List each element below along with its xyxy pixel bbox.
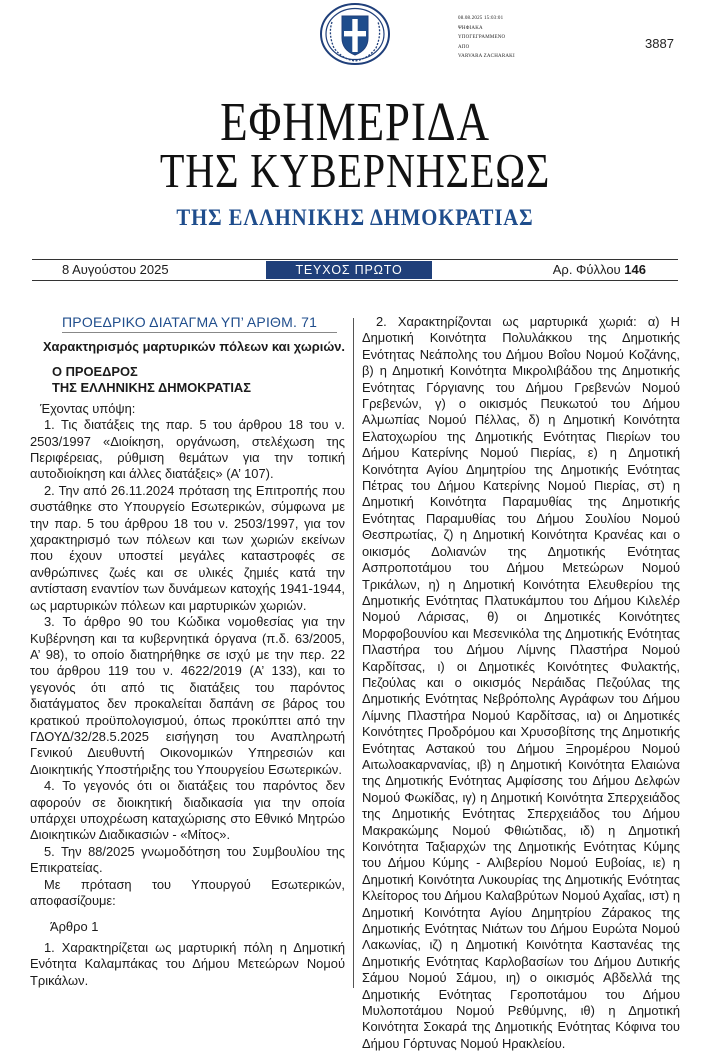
paragraph-5: 5. Την 88/2025 γνωμοδότηση του Συμβουλίου της Επικρατείας. bbox=[30, 843, 345, 876]
left-column bbox=[30, 314, 345, 989]
paragraph-4: 4. Το γεγονός ότι οι διατάξεις του παρόντος δεν αφορούν σε διοικητική διαδικασία για την οποία υπάρχει υποχρέωση καταχώρισης στο Εθνικό Μητρώο Διοικητικών Διαδικασιών - «Μίτος». bbox=[30, 778, 345, 843]
stamp-line: 08.08.2025 15:03:01 bbox=[458, 16, 504, 21]
header-rule-bottom bbox=[32, 280, 678, 281]
proposal-line: Με πρόταση του Υπουργού Εσωτερικών, αποφασίζουμε: bbox=[30, 876, 345, 908]
masthead-republic: ΤΗΣ ΕΛΛΗΝΙΚΗΣ ΔΗΜΟΚΡΑΤΙΑΣ bbox=[176, 205, 534, 230]
masthead-subtitle: ΤΗΣ ΚΥΒΕΡΝΗΣΕΩΣ bbox=[159, 143, 551, 198]
masthead-title: ΕΦΗΜΕΡΙΔΑ bbox=[220, 91, 490, 152]
decree-title: ΠΡΟΕΔΡΙΚΟ ΔΙΑΤΑΓΜΑ ΥΠ’ ΑΡΙΘΜ. 71 bbox=[62, 314, 337, 333]
stamp-line: ΑΠΟ bbox=[458, 44, 470, 50]
greek-coat-of-arms-icon bbox=[318, 2, 392, 66]
paragraph-2: 2. Την από 26.11.2024 πρόταση της Επιτροπής που συστάθηκε στο Υπουργείο Εσωτερικών, σύμφωνα με την παρ. 5 του άρθρου 18 του ν. 2503/1997, για τον χαρακτηρισμό των πόλεων και των χωριών εκείνων που έχουν υποστεί μεγάλες καταστροφές σε ανθρώπινες ζωές και σε υλικές ζημιές κατά την αντίσταση εναντίον των δυνάμεων κατοχής 1941-1944, ως μαρτυρικών πόλεων και μαρτυρικών χωριών. bbox=[30, 482, 345, 613]
right-column bbox=[362, 314, 680, 1052]
decree-subject: Χαρακτηρισμός μαρτυρικών πόλεων και χωριών. bbox=[42, 339, 345, 355]
article-title: Άρθρο 1 bbox=[50, 919, 99, 935]
stamp-line: VARVARA ZACHARAKI bbox=[458, 54, 515, 60]
sheet-number-label bbox=[553, 262, 646, 277]
sheet-number: 146 bbox=[624, 262, 646, 277]
article-paragraph-1: 1. Χαρακτηρίζεται ως μαρτυρική πόλη η Δημοτική Ενότητα Καλαμπάκας του Δήμου Μετεώρων Νομού Τρικάλων. bbox=[30, 939, 345, 988]
issue-banner: ΤΕΥΧΟΣ ΠΡΩΤΟ bbox=[266, 261, 432, 279]
stamp-line: ΨΗΦΙΑΚΑ bbox=[458, 25, 483, 31]
president-line-1: Ο ΠΡΟΕΔΡΟΣ bbox=[52, 363, 138, 379]
considering-label: Έχοντας υπόψη: bbox=[40, 400, 136, 416]
paragraph-1: 1. Τις διατάξεις της παρ. 5 του άρθρου 18 του ν. 2503/1997 «Διοίκηση, οργάνωση, στελέχωση της Περιφέρειας, ρύθμιση θεμάτων για την τοπική αυτοδιοίκηση και άλλες διατάξεις» (Α’ 107). bbox=[30, 417, 345, 482]
stamp-line: ΥΠΟΓΕΓΡΑΜΜΕΝΟ bbox=[458, 35, 506, 41]
page-number: 3887 bbox=[645, 36, 674, 51]
header-rule-top bbox=[32, 259, 678, 260]
sheet-label-text: Αρ. Φύλλου bbox=[552, 262, 621, 277]
paragraph-3: 3. Το άρθρο 90 του Κώδικα νομοθεσίας για την Κυβέρνηση και τα κυβερνητικά όργανα (π.δ. 63/2005, Α’ 98), το οποίο διατηρήθηκε σε ισχύ με την περ. 22 του άρθρου 119 του ν. 4622/2019 (Α’ 133), και το γεγονός ότι από τις διατάξεις του παρόντος διατάγματος δεν προκαλείται δαπάνη σε βάρος του κρατικού προϋπολογισμού, όπως προκύπτει από την ΓΔΟΥΔ/32/28.5.2025 εισήγηση του Αναπληρωτή Γενικού Διευθυντή Οικονομικών Υπηρεσιών και Διοικητικής Υποστήριξης του Υπουργείου Εσωτερικών. bbox=[30, 614, 345, 777]
president-line-2: ΤΗΣ ΕΛΛΗΝΙΚΗΣ ΔΗΜΟΚΡΑΤΙΑΣ bbox=[52, 379, 251, 395]
issue-date: 8 Αυγούστου 2025 bbox=[62, 262, 169, 277]
column-divider bbox=[353, 318, 354, 988]
digital-signature-stamp bbox=[458, 14, 515, 62]
article-paragraph-2: 2. Χαρακτηρίζονται ως μαρτυρικά χωριά: α) Η Δημοτική Κοινότητα Πολυλάκκου της Δημοτικής Ενότητας Νεάπολης του Δήμου Βοΐου Νομού Κοζάνης, β) η Δημοτική Κοινότητα Μικρολιβάδου της Δημοτικής Ενότητας Γόργιανης του Δήμου Γρεβενών Νομού Γρεβενών, γ) ο οικισμός Πευκωτού του Δήμου Αλμωπίας Νομού Πέλλας, δ) η Δημοτική Κοινότητα Ελατοχωρίου της Δημοτικής Ενότητας Πιερίων του Δήμου Κατερίνης Νομού Πιερίας, ε) η Δημοτική Κοινότητα Αγίου Δημητρίου της Δημοτικής Ενότητας Πέτρας του Δήμου Κατερίνης Νομού Πιερίας, στ) η Δημοτική Κοινότητα Παραμυθίας της Δημοτικής Ενότητας Παραμυθίας του Δήμου Σουλίου Νομού Θεσπρωτίας, ζ) η Δημοτική Κοινότητα Κρανέας και ο οικισμός Δολιανών της Δημοτικής Ενότητας Ασπροποτάμου του Δήμου Μετεώρων Νομού Τρικάλων, η) η Δημοτική Κοινότητα Ελευθερίου της Δημοτικής Ενότητας Πλατυκάμπου του Δήμου Κιλελέρ Νομού Λάρισας, θ) οι Δημοτικές Κοινότητες Μορφοβουνίου και Μεσενικόλα της Δημοτικής Ενότητας Πλαστήρα του Δήμου Λίμνης Πλαστήρα Νομού Καρδίτσας, ι) οι Δημοτικές Κοινότητες Φυλακτής, Πεζούλας και ο οικισμός Νεράιδας Πεζούλας της Δημοτικής Ενότητας Νεβρόπολης Αγράφων του Δήμου Λίμνης Πλαστήρα Νομού Καρδίτσας, ια) οι Δημοτικές Κοινότητες Προδρόμου και Χρυσοβίτσης της Δημοτικής Ενότητας Αστακού του Δήμου Ξηρομέρου Νομού Αιτωλοακαρνανίας, ιβ) η Δημοτική Κοινότητα Ελαιώνα της Δημοτικής Ενότητας Αμφίσσης του Δήμου Δελφών Νομού Φωκίδας, ιγ) η Δημοτική Κοινότητα Σπερχειάδος της Δημοτικής Ενότητας Σπερχειάδος του Δήμου Μακρακώμης Νομού Φθιώτιδας, ιδ) η Δημοτική Κοινότητα Ταξιαρχών της Δημοτικής Ενότητας Κύμης του Δήμου Κύμης - Αλιβερίου Νομού Ευβοίας, ιε) η Δημοτική Κοινότητα Λυκουρίας της Δημοτικής Ενότητας Κλείτορος του Δήμου Καλαβρύτων Νομού Αχαΐας, ιστ) η Δημοτική Κοινότητα Αγίου Δημητρίου Ζάρακος της Δημοτικής Ενότητας Νιάτων του Δήμου Ευρώτα Νομού Λακωνίας, ιζ) η Δημοτική Κοινότητα Καστανέας της Δημοτικής Ενότητας Καρλοβασίων του Δήμου Δυτικής Σάμου Νομού Σάμου, ιη) ο οικισμός Αβδελλά της Δημοτικής Ενότητας Γεροποτάμου του Δήμου Μυλοποτάμου Νομού Ρεθύμνης, ιθ) η Δημοτική Κοινότητα Σοκαρά της Δημοτικής Ενότητας Κόφινα του Δήμου Γόρτυνας Νομού Ηρακλείου. bbox=[362, 314, 680, 1051]
